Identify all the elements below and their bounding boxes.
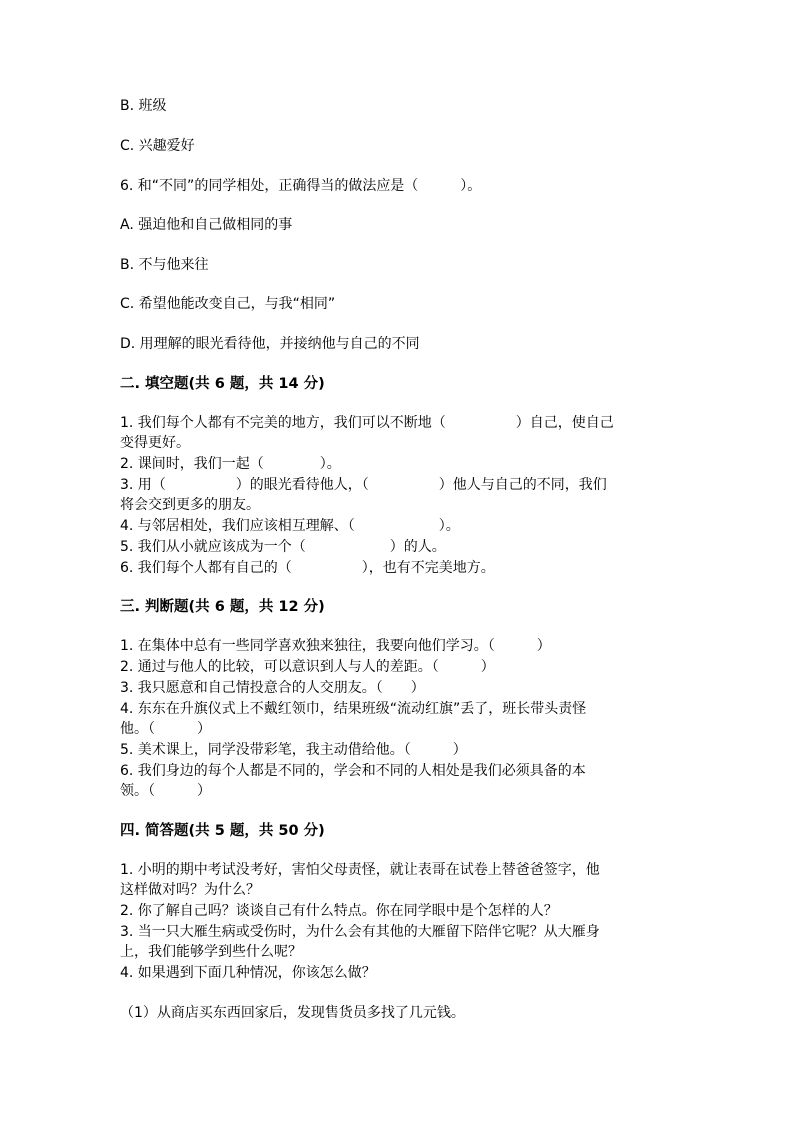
judge-question-6-line-2: 领。（ ） xyxy=(120,783,211,799)
question-6-option-d: D. 用理解的眼光看待他，并接纳他与自己的不同 xyxy=(120,336,420,352)
option-c-hobby: C. 兴趣爱好 xyxy=(120,138,195,154)
fill-question-4: 4. 与邻居相处，我们应该相互理解、（ ）。 xyxy=(120,518,460,534)
fill-question-3-line-1: 3. 用（ ）的眼光看待他人，（ ）他人与自己的不同，我们 xyxy=(120,477,607,493)
short-question-4-case-1: （1）从商店买东西回家后，发现售货员多找了几元钱。 xyxy=(120,1005,465,1021)
question-6-stem: 6. 和“不同”的同学相处，正确得当的做法应是（ ）。 xyxy=(120,178,482,194)
question-6-option-c: C. 希望他能改变自己，与我“相同” xyxy=(120,296,336,312)
judge-section-heading: 三. 判断题(共 6 题，共 12 分) xyxy=(120,599,325,615)
question-6-option-b: B. 不与他来往 xyxy=(120,257,209,273)
short-question-1-line-1: 1. 小明的期中考试没考好，害怕父母责怪，就让表哥在试卷上替爸爸签字，他 xyxy=(120,862,600,878)
short-question-4: 4. 如果遇到下面几种情况，你该怎么做？ xyxy=(120,965,376,981)
question-6-option-a: A. 强迫他和自己做相同的事 xyxy=(120,217,293,233)
fill-question-1-line-1: 1. 我们每个人都有不完美的地方，我们可以不断地（ ）自己，使自己 xyxy=(120,415,614,431)
fill-question-5: 5. 我们从小就应该成为一个（ ）的人。 xyxy=(120,539,446,555)
fill-section-heading: 二. 填空题(共 6 题，共 14 分) xyxy=(120,376,325,392)
judge-question-3: 3. 我只愿意和自己情投意合的人交朋友。（ ） xyxy=(120,680,425,696)
judge-question-4-line-1: 4. 东东在升旗仪式上不戴红领巾，结果班级“流动红旗”丢了，班长带头责怪 xyxy=(120,701,587,717)
fill-question-3-line-2: 将会交到更多的朋友。 xyxy=(120,497,260,513)
fill-question-1-line-2: 变得更好。 xyxy=(120,435,190,451)
judge-question-1: 1. 在集体中总有一些同学喜欢独来独往，我要向他们学习。（ ） xyxy=(120,638,551,654)
judge-question-5: 5. 美术课上，同学没带彩笔，我主动借给他。（ ） xyxy=(120,742,467,758)
short-question-1-line-2: 这样做对吗？为什么？ xyxy=(120,882,260,898)
short-question-3-line-1: 3. 当一只大雁生病或受伤时，为什么会有其他的大雁留下陪伴它呢？从大雁身 xyxy=(120,924,600,940)
option-b-class: B. 班级 xyxy=(120,98,167,114)
judge-question-4-line-2: 他。（ ） xyxy=(120,721,211,737)
fill-question-2: 2. 课间时，我们一起（ ）。 xyxy=(120,456,341,472)
short-answer-section-heading: 四. 简答题(共 5 题，共 50 分) xyxy=(120,823,325,839)
short-question-2: 2. 你了解自己吗？谈谈自己有什么特点。你在同学眼中是个怎样的人？ xyxy=(120,903,558,919)
fill-question-6: 6. 我们每个人都有自己的（ ），也有不完美地方。 xyxy=(120,560,495,576)
judge-question-2: 2. 通过与他人的比较，可以意识到人与人的差距。（ ） xyxy=(120,659,495,675)
short-question-3-line-2: 上，我们能够学到些什么呢？ xyxy=(120,944,302,960)
judge-question-6-line-1: 6. 我们身边的每个人都是不同的，学会和不同的人相处是我们必须具备的本 xyxy=(120,763,586,779)
